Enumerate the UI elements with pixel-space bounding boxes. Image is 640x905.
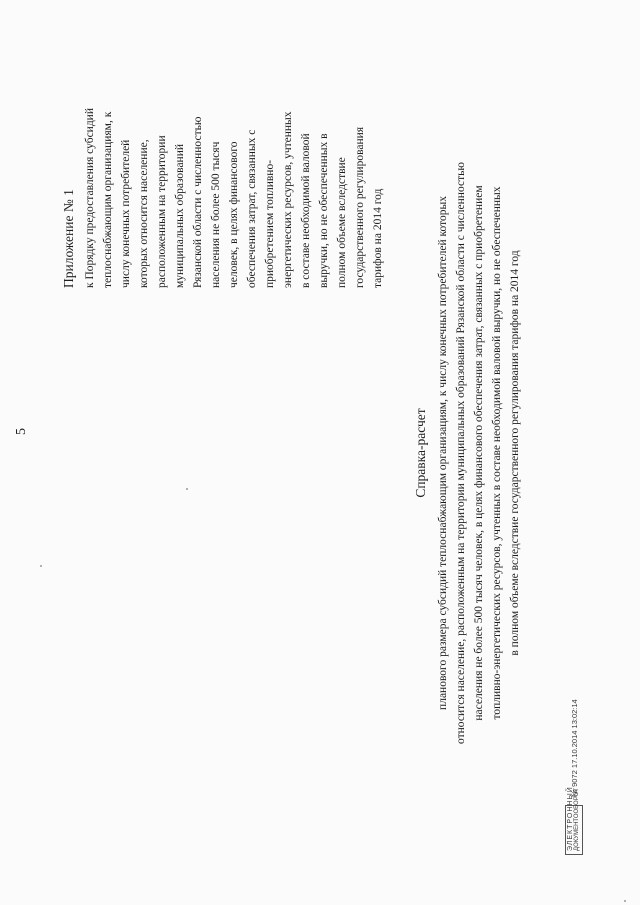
appendix-line: в составе необходимой валовой xyxy=(300,133,312,288)
registration-stamp xyxy=(565,699,583,855)
appendix-line: тарифов на 2014 год xyxy=(372,188,384,288)
appendix-block xyxy=(60,30,387,288)
appendix-title: Приложение № 1 xyxy=(61,189,76,288)
document-line: относится население, расположенным на территории муниципальных образований Рязанской области с численностью xyxy=(455,162,467,744)
appendix-line: энергетических ресурсов, учтенных xyxy=(282,111,294,288)
scan-speck xyxy=(186,488,188,490)
appendix-line: приобретением топливно- xyxy=(264,159,276,288)
document-heading: Справка-расчет xyxy=(413,408,428,498)
appendix-line: расположенным на территории xyxy=(156,135,168,288)
scan-speck xyxy=(40,565,42,567)
appendix-line: полном объеме вследствие xyxy=(336,157,348,288)
document-line: топливно-энергетических ресурсов, учтенных в составе необходимой валовой выручки, но не обеспеченных xyxy=(491,186,503,720)
stamp-logo: ЭЛЕКТРОННЫЙ ДОКУМЕНТООБОРОТ xyxy=(565,805,583,855)
document-line: в полном объеме вследствие государственного регулирования тарифов на 2014 год xyxy=(509,250,521,656)
appendix-line: которых относится население, xyxy=(138,139,150,288)
appendix-line: обеспечения затрат, связанных с xyxy=(246,129,258,288)
appendix-line: числу конечных потребителей xyxy=(120,139,132,288)
appendix-line: муниципальных образований xyxy=(174,143,186,288)
document-line: населения не более 500 тысяч человек, в целях финансового обеспечения затрат, связанных с приобретением xyxy=(473,185,485,721)
scan-speck xyxy=(624,900,626,902)
appendix-line: человек, в целях финансового xyxy=(228,141,240,288)
appendix-line: теплоснабжающим организациям, к xyxy=(102,111,114,288)
registration-number: № 9072 17.10.2014 13:02:14 xyxy=(569,699,579,797)
appendix-line: Рязанской области с численностью xyxy=(192,116,204,288)
appendix-line: населения не более 500 тысяч xyxy=(210,141,222,288)
document-body xyxy=(412,73,524,833)
page-number: 5 xyxy=(14,428,29,435)
appendix-line: государственного регулирования xyxy=(354,126,366,288)
appendix-line: выручки, но не обеспеченных в xyxy=(318,133,330,288)
document-line: планового размера субсидий теплоснабжающим организациям, к числу конечных потребителей которых xyxy=(437,196,449,710)
appendix-line: к Порядку предоставления субсидий xyxy=(84,108,96,288)
